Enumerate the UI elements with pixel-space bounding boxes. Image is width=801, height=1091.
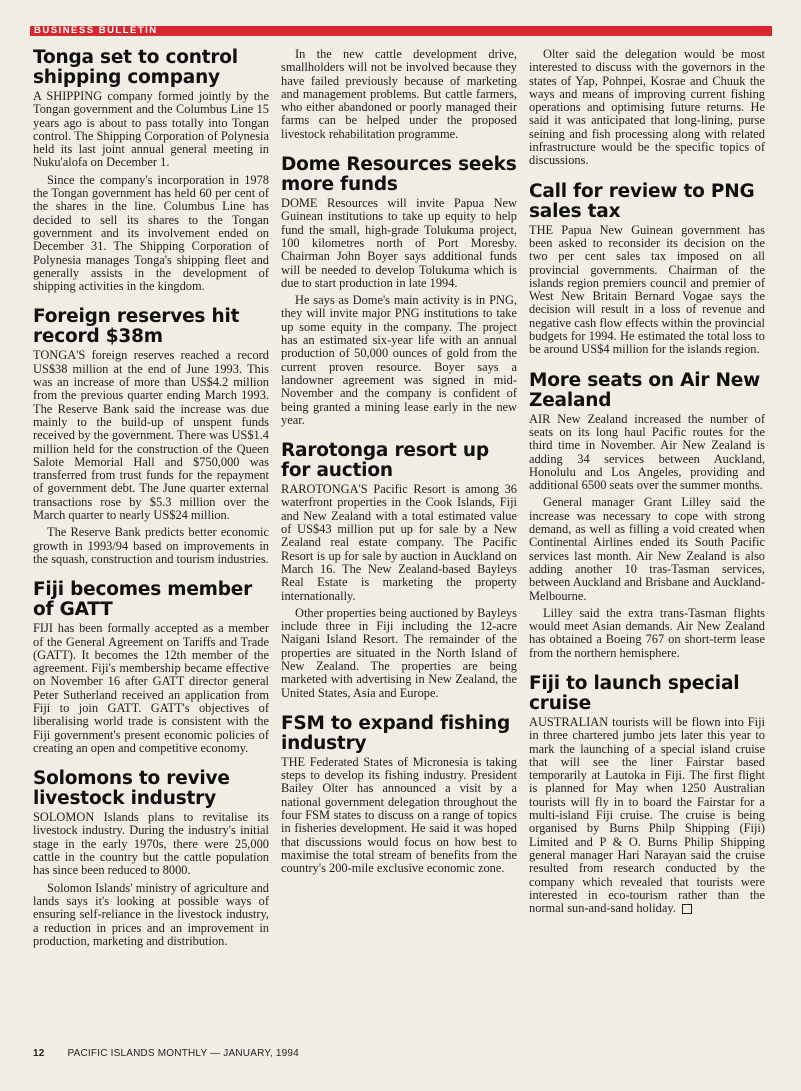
paragraph: THE Papua New Guinean government has been asked to reconsider its decision on the two per cent sales tax imposed on all provincial governments. Chairman of the islands region premiers council and premier of West New Britain Bernard Vogae says the decision will result in a loss of revenue and negative cash flow effects within the provincial budgets for 1994. He estimated the total loss to be around US$4 million for the islands region. [529,222,765,357]
paragraph: Lilley said the extra trans-Tasman flights would meet Asian demands. Air New Zealand has obtained a Boeing 767 on short-term lease from the northern hemisphere. [529,605,765,660]
headline: FSM to expand fishing industry [281,712,510,754]
headline: Rarotonga resort up for auction [281,440,489,482]
paragraph: Since the company's incorporation in 1978 the Tongan government has held 60 per cent of the shares in the line. Columbus Line has decided to sell its shares to the Tongan government and its involvement ended on December 31. The Shipping Corporation of Polynesia manages Tonga's shipping fleet and generally assists in the development of shipping activities in the kingdom. [33,172,269,294]
end-of-article-mark [682,904,692,914]
paragraph: Other properties being auctioned by Bayleys include three in Fiji including the 12-acre Naigani Island Resort. The remainder of the properties are situated in the North Island of New Zealand. The properties are being marketed with advertising in New Zealand, the United States, Asia and Europe. [281,605,517,700]
page-number: 12 [33,1048,45,1059]
paragraph: He says as Dome's main activity is in PNG, they will invite major PNG institutions to take up some equity in the company. The project has an estimated six-year life with an annual production of 50,000 ounces of gold from the current proven resource. Boyer says a landowner agreement was signed in mid-November and the company is confident of being granted a mining lease early in the new year. [281,293,517,427]
article-tonga-shipping [33,48,269,293]
article-fsm-fishing-cont [529,48,765,168]
article-air-new-zealand [529,371,765,660]
article-rarotonga-resort [281,441,517,700]
paragraph: A SHIPPING company formed jointly by the Tongan government and the Columbus Line 15 years ago is about to pass totally into Tongan control. The Shipping Corporation of Polynesia held its last joint annual general meeting in Nuku'alofa on December 1. [33,89,269,170]
headline: Foreign reserves hit record $38m [33,306,240,348]
headline: Solomons to revive livestock industry [33,768,230,810]
publication-line: PACIFIC ISLANDS MONTHLY — JANUARY, 1994 [67,1048,299,1059]
paragraph: General manager Grant Lilley said the increase was necessary to cope with strong demand, as well as filling a void created when Continental Airlines ended its South Pacific services last month. Air New Zealand is also adding another 10 tras-Tasman services, between Auckland and Brisbane and Auckland-Melbourne. [529,495,765,603]
paragraph: In the new cattle development drive, smallholders will not be involved because they have failed previously because of marketing and management problems. But cattle farmers, who either abandoned or poorly managed their farms can be helped under the proposed livestock rehabilitation programme. [281,48,517,141]
paragraph: The Reserve Bank predicts better economic growth in 1993/94 based on improvements in the squash, construction and tourism industries. [33,525,269,566]
headline: Tonga set to control shipping company [33,48,238,88]
article-dome-resources [281,155,517,427]
article-fiji-cruise [529,674,765,915]
paragraph: THE Federated States of Micronesia is taking steps to develop its fishing industry. President Bailey Olter has announced a visit by a national government delegation throughout the four FSM states to discuss on a range of topics in fisheries development. He said it was hoped that discussions would focus on how best to maximise the total stream of benefits from the country's 200-mile exclusive economic zone. [281,754,517,876]
headline: Fiji becomes member of GATT [33,579,253,621]
paragraph-text: AUSTRALIAN tourists will be flown into Fiji in three chartered jumbo jets later this year to mark the launching of a special island cruise that will see the liner Fairstar based temporarily at Lautoka in Fiji. The first flight is planned for May when 1250 Australian tourists will fly in to board the Fairstar for a multi-island Fiji cruise. The cruise is being organised by Burns Philp Shipping (Fiji) Limited and P & O. Burns Philip Shipping general manager Hari Narayan said the cruise resulted from research conducted by the company which revealed that tourists were interested in eco-tourism rather than the normal sun-and-sand holiday. [529,714,765,916]
column-1 [33,48,269,1028]
paragraph: Solomon Islands' ministry of agriculture and lands says it's looking at possible ways of ensuring self-reliance in the livestock industry, a reduction in prices and an improvement in production, marketing and distribution. [33,880,269,948]
paragraph: AIR New Zealand increased the number of seats on its long haul Pacific routes for the third time in November. Air New Zealand is adding 34 services between Auckland, Honolulu and Los Angeles, providing and additional 6500 seats over the summer months. [529,411,765,493]
paragraph: DOME Resources will invite Papua New Guinean institutions to take up equity to help fund the small, high-grade Tolukuma project, 100 kilometres north of Port Moresby. Chairman John Boyer says additional funds will be needed to develop Tolukuma which is due to start production in late 1994. [281,196,517,290]
paragraph: RAROTONGA'S Pacific Resort is among 36 waterfront properties in the Cook Islands, Fiji and New Zealand with a total estimated value of US$43 million put up for sale by a New Zealand real estate company. The Pacific Resort is up for sale by auction in Auckland on March 16. The New Zealand-based Bayleys Real Estate is marketing the property internationally. [281,482,517,603]
paragraph: TONGA'S foreign reserves reached a record US$38 million at the end of June 1993. This was an increase of more than US$4.2 million from the previous quarter ending March 1993. The Reserve Bank said the increase was due mainly to the build-up of unspent funds received by the government. There was US$1.4 million held for the construction of the Queen Salote Memorial Hall and $750,000 was transferred from trust funds for the repayment of government debt. The June quarter external transactions rose by $5.3 million over the March quarter to nearly US$24 million. [33,348,269,523]
article-fsm-fishing [281,714,517,876]
article-solomons-livestock [33,769,269,948]
page-footer [33,1048,299,1059]
article-solomons-livestock-cont [281,48,517,141]
column-2 [281,48,517,1028]
section-banner-label: BUSINESS BULLETIN [34,25,158,36]
paragraph: SOLOMON Islands plans to revitalise its livestock industry. During the industry's initial stage in the early 1970s, there were 25,000 cattle in the country but the cattle population has since been reduced to 8000. [33,810,269,878]
headline: Dome Resources seeks more funds [281,154,517,196]
article-png-sales-tax [529,182,765,357]
article-fiji-gatt [33,580,269,755]
column-3 [529,48,765,1028]
headline: More seats on Air New Zealand [529,369,761,411]
paragraph: Olter said the delegation would be most interested to discuss with the governors in the states of Yap, Pohnpei, Kosrae and Chuuk the ways and means of improving current fishing operations and optimising future returns. He said it was anticipated that long-lining, purse seining and fish processing along with related infrastructure would be the specific topics of discussions. [529,48,765,168]
headline: Call for review to PNG sales tax [529,180,755,222]
paragraph [529,716,765,915]
headline: Fiji to launch special cruise [529,672,740,714]
article-foreign-reserves [33,307,269,566]
paragraph: FIJI has been formally accepted as a member of the General Agreement on Tariffs and Trade (GATT). It becomes the 12th member of the agreement. Fiji's membership became effective on November 16 after GATT director general Peter Sutherland received an application from Fiji to join GATT. GATT's objectives of liberalising world trade is consistent with the Fiji government's present economic policies of creating an open and competitive economy. [33,621,269,755]
